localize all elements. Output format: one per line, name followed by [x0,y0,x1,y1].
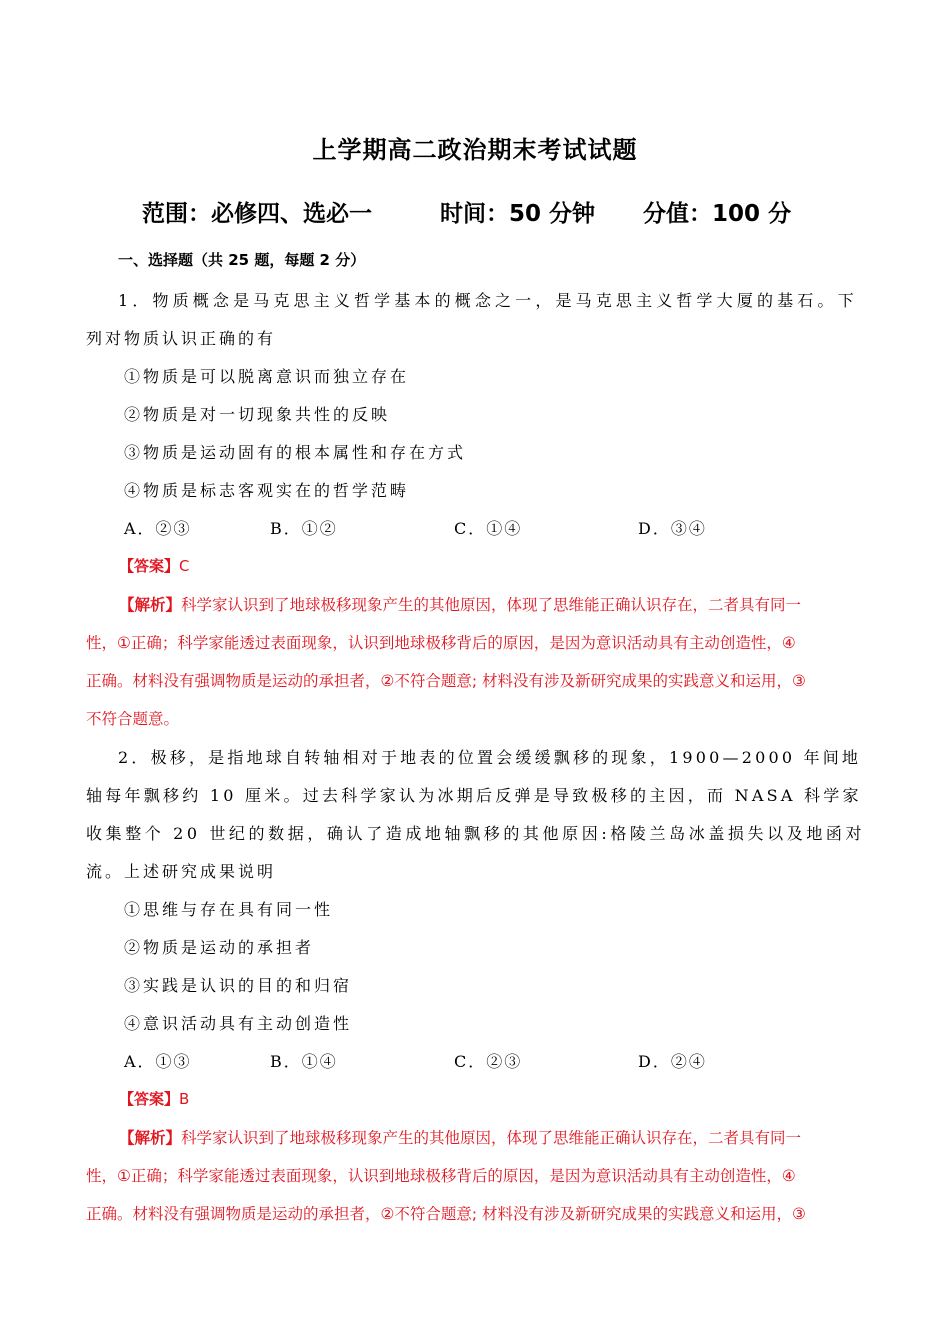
choice-c: C．②③ [454,1052,523,1071]
choice-b: B．①② [270,519,338,538]
choice-a: A．①③ [124,1052,192,1071]
analysis-tag: 【解析】 [119,596,182,614]
section-heading: 一、选择题（共 25 题，每题 2 分） [118,251,366,269]
analysis-line [119,1126,801,1148]
option-item: ②物质是运动的承担者 [124,938,315,957]
question-stem-line: 流。上述研究成果说明 [86,862,277,881]
option-item: ④物质是标志客观实在的哲学范畴 [124,481,410,500]
analysis-line [119,593,801,615]
choice-b: B．①④ [270,1052,338,1071]
analysis-line: 性，①正确；科学家能透过表面现象，认识到地球极移背后的原因，是因为意识活动具有主动创造性，④ [86,634,796,652]
analysis-line: 正确。材料没有强调物质是运动的承担者，②不符合题意; 材料没有涉及新研究成果的实践意义和运用，③ [86,672,806,690]
choice-d: D．②④ [638,1052,707,1071]
exam-scope: 范围：必修四、选必一 [142,201,372,227]
answer-value: B [179,1090,190,1108]
analysis-text: 科学家认识到了地球极移现象产生的其他原因，体现了思维能正确认识存在，二者具有同一 [181,1129,802,1147]
option-item: ②物质是对一切现象共性的反映 [124,405,391,424]
answer-tag: 【答案】 [119,557,180,575]
answer-value: C [179,557,190,575]
question-stem-line: 列对物质认识正确的有 [86,329,277,348]
analysis-text: 科学家认识到了地球极移现象产生的其他原因，体现了思维能正确认识存在，二者具有同一 [181,596,802,614]
analysis-line: 性，①正确；科学家能透过表面现象，认识到地球极移背后的原因，是因为意识活动具有主动创造性，④ [86,1167,796,1185]
answer-tag: 【答案】 [119,1090,180,1108]
option-item: ①思维与存在具有同一性 [124,900,334,919]
question-stem-line: 轴每年飘移约 10 厘米。过去科学家认为冰期后反弹是导致极移的主因，而 NASA 科学家 [86,786,862,805]
answer-line [119,1088,189,1109]
exam-info [142,195,791,228]
page-title: 上学期高二政治期末考试试题 [312,136,638,164]
question-stem-line: 2．极移，是指地球自转轴相对于地表的位置会缓缓飘移的现象，1900—2000 年间地 [118,748,862,767]
analysis-tag: 【解析】 [119,1129,182,1147]
option-item: ④意识活动具有主动创造性 [124,1014,353,1033]
exam-score: 分值：100 分 [643,201,792,227]
option-item: ③实践是认识的目的和归宿 [124,976,353,995]
option-item: ③物质是运动固有的根本属性和存在方式 [124,443,467,462]
choice-d: D．③④ [638,519,707,538]
choice-c: C．①④ [454,519,523,538]
analysis-line: 正确。材料没有强调物质是运动的承担者，②不符合题意; 材料没有涉及新研究成果的实践意义和运用，③ [86,1205,806,1223]
option-item: ①物质是可以脱离意识而独立存在 [124,367,410,386]
answer-line [119,555,190,576]
question-stem-line: 1．物质概念是马克思主义哲学基本的概念之一，是马克思主义哲学大厦的基石。下 [118,291,858,310]
exam-time: 时间：50 分钟 [440,201,596,227]
question-stem-line: 收集整个 20 世纪的数据，确认了造成地轴飘移的其他原因:格陵兰岛冰盖损失以及地函对 [86,824,866,843]
choice-a: A．②③ [124,519,192,538]
analysis-line: 不符合题意。 [86,710,180,728]
